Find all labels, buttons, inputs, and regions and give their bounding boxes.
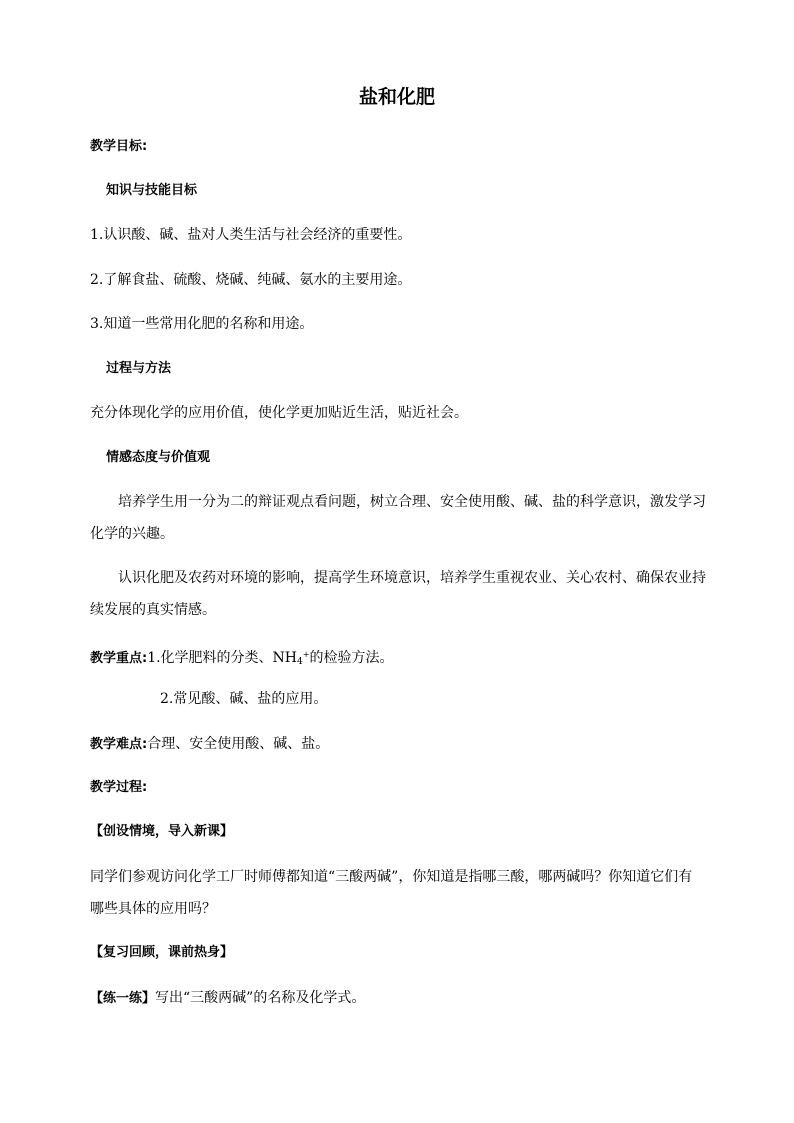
key-points-line-1 — [90, 645, 393, 672]
practice-label: 【练一练】 — [90, 991, 156, 1006]
key-point-1-prefix: 1.化学肥料的分类、NH — [147, 650, 298, 666]
difficulty-line — [90, 734, 329, 755]
difficulty-label: 教学难点: — [90, 737, 148, 752]
key-point-1-suffix: 的检验方法。 — [309, 650, 394, 666]
section-1-line-2: 哪些具体的应用吗？ — [90, 901, 216, 917]
section-2-heading: 【复习回顾，课前热身】 — [90, 945, 234, 960]
knowledge-item-2: 2.了解食盐、硫酸、烧碱、纯碱、氨水的主要用途。 — [90, 272, 412, 288]
process-method-label: 过程与方法 — [106, 361, 172, 376]
teaching-goals-label: 教学目标: — [90, 139, 148, 154]
knowledge-item-3: 3.知道一些常用化肥的名称和用途。 — [90, 316, 314, 332]
emotion-paragraph-2-line-2: 续发展的真实情感。 — [90, 602, 216, 618]
knowledge-skills-label: 知识与技能目标 — [106, 183, 198, 198]
teaching-process-label: 教学过程: — [90, 780, 148, 795]
process-method-text: 充分体现化学的应用价值，使化学更加贴近生活，贴近社会。 — [90, 405, 468, 421]
emotion-paragraph-1-line-1: 培养学生用一分为二的辩证观点看问题，树立合理、安全使用酸、碱、盐的科学意识，激发学习 — [118, 494, 706, 510]
practice-text: 写出“三酸两碱”的名称及化学式。 — [155, 990, 366, 1006]
document-title: 盐和化肥 — [358, 86, 435, 108]
emotion-values-label: 情感态度与价值观 — [106, 450, 211, 465]
section-1-heading: 【创设情境，导入新课】 — [90, 824, 234, 839]
knowledge-item-1: 1.认识酸、碱、盐对人类生活与社会经济的重要性。 — [90, 227, 412, 243]
practice-line — [90, 988, 365, 1009]
emotion-paragraph-1-line-2: 化学的兴趣。 — [90, 526, 174, 542]
key-points-label: 教学重点: — [90, 651, 148, 666]
difficulty-text: 合理、安全使用酸、碱、盐。 — [147, 736, 330, 752]
section-1-line-1: 同学们参观访问化学工厂时师傅都知道“三酸两碱”，你知道是指哪三酸，哪两碱吗？你知道它们有 — [90, 869, 693, 885]
emotion-paragraph-2-line-1: 认识化肥及农药对环境的影响，提高学生环境意识，培养学生重视农业、关心农村、确保农业持 — [118, 570, 706, 586]
key-point-1-superscript: + — [302, 650, 310, 659]
key-point-2: 2.常见酸、碱、盐的应用。 — [160, 691, 328, 707]
key-point-1-subscript: 4 — [297, 657, 303, 667]
